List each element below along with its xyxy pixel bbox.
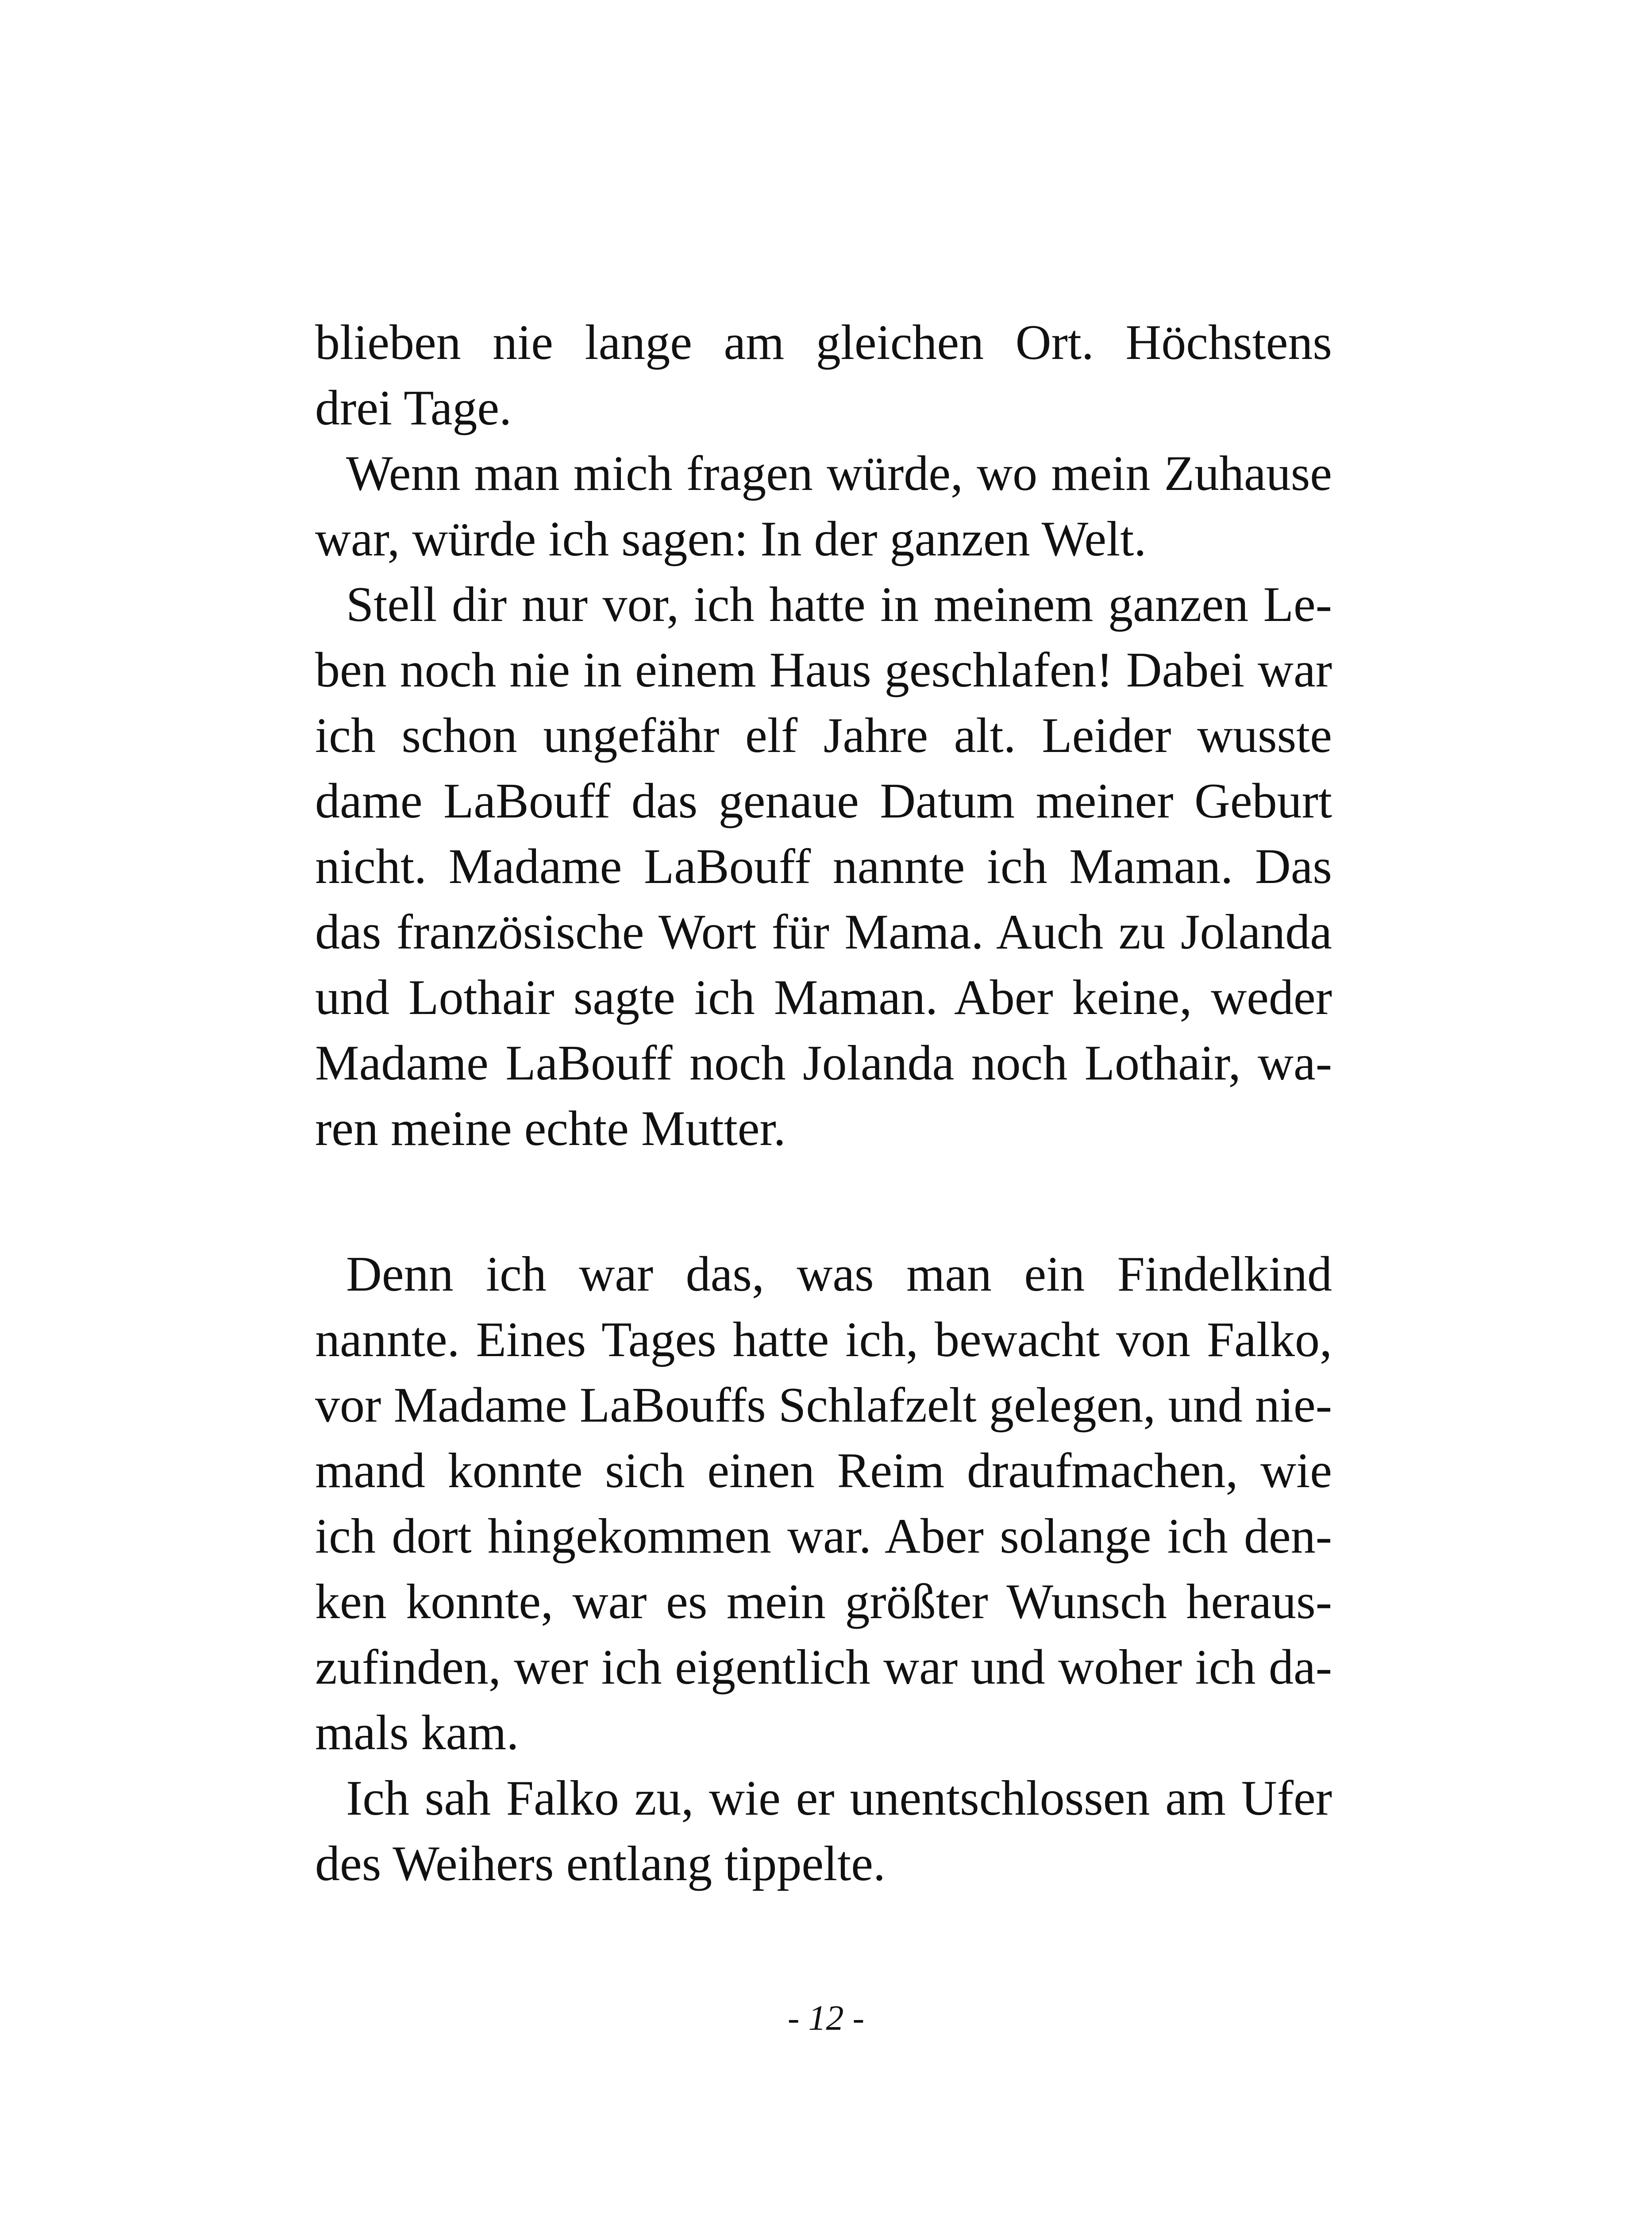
text-line: dame LaBouff das genaue Datum meiner Geburt [315,774,1332,829]
text-line: des Weihers entlang tippelte. [315,1836,886,1891]
text-line: ken konnte, war es mein größter Wunsch heraus- [315,1574,1332,1629]
text-line: das französische Wort für Mama. Auch zu Jolanda [315,905,1332,960]
paragraph-2 [315,441,1332,572]
text-line: Denn ich war das, was man ein Findelkind [346,1247,1332,1302]
text-block-upper [315,310,1332,1161]
text-line: Wenn man mich fragen würde, wo mein Zuhause [346,446,1332,501]
text-line: mals kam. [315,1705,519,1760]
text-line: drei Tage. [315,381,512,436]
text-line: Ich sah Falko zu, wie er unentschlossen am Ufer [346,1771,1332,1826]
text-line: zufinden, wer ich eigentlich war und woher ich da- [315,1640,1332,1695]
text-line: nannte. Eines Tages hatte ich, bewacht von Falko, [315,1312,1332,1367]
text-line: nicht. Madame LaBouff nannte ich Maman. Das [315,839,1332,894]
text-line: blieben nie lange am gleichen Ort. Höchstens [315,315,1332,370]
page-number: - 12 - [787,1999,865,2038]
text-line: Stell dir nur vor, ich hatte in meinem ganzen Le- [346,577,1332,632]
paragraph-1 [315,310,1332,441]
text-line: und Lothair sagte ich Maman. Aber keine, weder [315,970,1332,1025]
paragraph-4 [315,1241,1332,1766]
text-line: ich schon ungefähr elf Jahre alt. Leider wusste [315,708,1332,763]
text-line: war, würde ich sagen: In der ganzen Welt. [315,512,1147,567]
text-line: vor Madame LaBouffs Schlafzelt gelegen, und nie- [315,1378,1332,1433]
text-line: ich dort hingekommen war. Aber solange ich den- [315,1509,1332,1564]
paragraph-5 [315,1766,1332,1897]
text-line: Madame LaBouff noch Jolanda noch Lothair, wa- [315,1036,1332,1091]
text-line: mand konnte sich einen Reim draufmachen, wie [315,1443,1332,1498]
text-line: ben noch nie in einem Haus geschlafen! Dabei war [315,643,1332,698]
paragraph-3 [315,572,1332,1161]
text-line: ren meine echte Mutter. [315,1101,786,1156]
text-block-lower [315,1241,1332,1897]
